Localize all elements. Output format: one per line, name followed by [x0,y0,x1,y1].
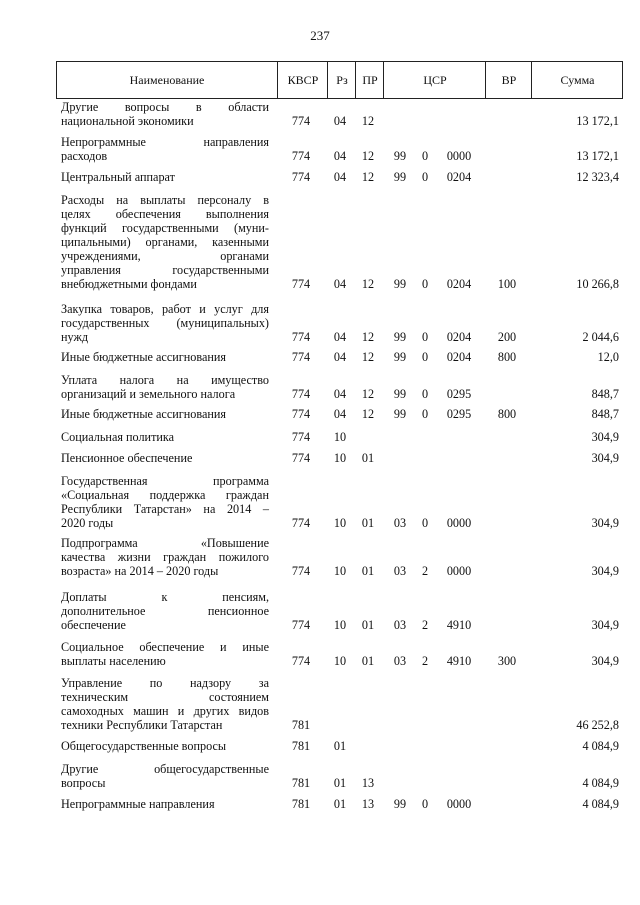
header-vr: ВР [485,62,532,98]
cell-csr2: 2 [421,654,429,668]
row-name-line: Общегосударственные вопросы [61,739,227,753]
cell-csr1: 99 [393,407,407,421]
cell-csr3: 0000 [446,516,472,530]
row-name [61,797,269,811]
header-name: Наименование [129,73,205,87]
cell-csr2: 0 [421,170,429,184]
cell-csr1: 99 [393,350,407,364]
row-name-line: ципальными) органами, казенными [61,235,269,249]
row-name-line: дополнительное пенсионное [61,604,269,618]
cell-rz: 10 [333,430,347,444]
table-row [56,350,623,364]
row-name-line: 2020 годы [61,516,114,530]
row-name-line: управления государственными [61,263,269,277]
cell-rz: 01 [333,739,347,753]
cell-csr3: 4910 [446,618,472,632]
cell-rz: 04 [333,114,347,128]
cell-rz: 04 [333,350,347,364]
cell-pr: 12 [361,277,375,291]
cell-csr1: 99 [393,277,407,291]
header-kvsr: КВСР [277,62,328,98]
cell-sum: 4 084,9 [582,797,619,811]
cell-rz: 04 [333,407,347,421]
cell-sum: 304,9 [591,618,619,632]
header-pr: ПР [355,62,384,98]
row-name [61,762,269,790]
cell-kvsr: 774 [291,277,311,291]
cell-kvsr: 781 [291,797,311,811]
cell-kvsr: 774 [291,451,311,465]
cell-kvsr: 774 [291,114,311,128]
cell-rz: 04 [333,330,347,344]
row-name [61,640,269,668]
cell-rz: 10 [333,451,347,465]
cell-kvsr: 774 [291,149,311,163]
table-row [56,590,623,632]
cell-kvsr: 774 [291,350,311,364]
cell-csr1: 03 [393,654,407,668]
row-name [61,536,269,578]
cell-csr2: 0 [421,350,429,364]
row-name [61,193,269,291]
cell-rz: 01 [333,797,347,811]
row-name [61,430,269,444]
cell-rz: 04 [333,387,347,401]
row-name-line: учреждениями, органами [61,249,269,263]
row-name-line: качества жизни граждан пожилого [61,550,269,564]
cell-sum: 46 252,8 [576,718,619,732]
row-name-line: Доплаты к пенсиям, [61,590,269,604]
cell-rz: 04 [333,170,347,184]
row-name-line: Управление по надзору за [61,676,269,690]
cell-csr3: 0000 [446,149,472,163]
table-row [56,676,623,732]
cell-pr: 01 [361,654,375,668]
cell-kvsr: 774 [291,564,311,578]
cell-pr: 12 [361,149,375,163]
cell-csr1: 99 [393,149,407,163]
row-name [61,100,269,128]
cell-vr: 800 [497,407,517,421]
cell-csr1: 03 [393,516,407,530]
cell-sum: 848,7 [591,407,619,421]
row-name-line: выплаты населению [61,654,166,668]
cell-csr3: 0295 [446,407,472,421]
row-name-line: национальной экономики [61,114,194,128]
cell-sum: 2 044,6 [582,330,619,344]
cell-kvsr: 774 [291,516,311,530]
row-name-line: Социальное обеспечение и иные [61,640,269,654]
row-name-line: Центральный аппарат [61,170,175,184]
cell-pr: 12 [361,330,375,344]
row-name-line: расходов [61,149,108,163]
table-row [56,193,623,291]
cell-rz: 10 [333,618,347,632]
cell-pr: 12 [361,170,375,184]
cell-vr: 100 [497,277,517,291]
cell-pr: 12 [361,407,375,421]
cell-sum: 848,7 [591,387,619,401]
table-row [56,474,623,530]
cell-csr2: 2 [421,564,429,578]
row-name [61,451,269,465]
cell-kvsr: 774 [291,430,311,444]
cell-csr3: 4910 [446,654,472,668]
row-name-line: Государственная программа [61,474,269,488]
cell-csr3: 0204 [446,170,472,184]
row-name-line: техники Республики Татарстан [61,718,223,732]
row-name-line: целях обеспечения выполнения [61,207,269,221]
cell-kvsr: 781 [291,718,311,732]
cell-pr: 12 [361,350,375,364]
cell-sum: 10 266,8 [576,277,619,291]
cell-vr: 800 [497,350,517,364]
cell-csr3: 0204 [446,330,472,344]
row-name-line: обеспечение [61,618,126,632]
cell-sum: 304,9 [591,654,619,668]
header-rz: Рз [327,62,356,98]
row-name [61,373,269,401]
header-sum: Сумма [531,62,623,98]
cell-kvsr: 781 [291,776,311,790]
cell-csr3: 0295 [446,387,472,401]
row-name-line: Другие вопросы в области [61,100,269,114]
row-name-line: возраста» на 2014 – 2020 годы [61,564,219,578]
cell-csr3: 0000 [446,797,472,811]
row-name-line: Социальная политика [61,430,175,444]
cell-sum: 304,9 [591,516,619,530]
cell-sum: 4 084,9 [582,739,619,753]
cell-rz: 10 [333,516,347,530]
row-name [61,407,269,421]
row-name [61,474,269,530]
row-name-line: Непрограммные направления [61,135,269,149]
cell-rz: 10 [333,654,347,668]
row-name-line: Расходы на выплаты персоналу в [61,193,269,207]
table-row [56,797,623,811]
row-name [61,135,269,163]
cell-kvsr: 774 [291,654,311,668]
row-name [61,739,269,753]
row-name [61,350,269,364]
row-name-line: Иные бюджетные ассигнования [61,407,227,421]
table-header [56,61,623,99]
cell-kvsr: 781 [291,739,311,753]
cell-csr2: 0 [421,149,429,163]
row-name [61,302,269,344]
cell-sum: 304,9 [591,451,619,465]
header-csr: ЦСР [383,62,486,98]
cell-csr3: 0204 [446,350,472,364]
table-row [56,373,623,401]
row-name-line: нужд [61,330,89,344]
table-row [56,100,623,128]
cell-csr1: 99 [393,387,407,401]
cell-sum: 13 172,1 [576,114,619,128]
table-row [56,170,623,184]
table-row [56,739,623,753]
cell-csr2: 2 [421,618,429,632]
cell-rz: 01 [333,776,347,790]
cell-kvsr: 774 [291,407,311,421]
cell-csr1: 99 [393,170,407,184]
row-name-line: Иные бюджетные ассигнования [61,350,227,364]
cell-csr1: 99 [393,797,407,811]
cell-vr: 300 [497,654,517,668]
table-row [56,302,623,344]
row-name-line: организаций и земельного налога [61,387,236,401]
table-row [56,536,623,578]
row-name-line: «Социальная поддержка граждан [61,488,269,502]
row-name-line: Другие общегосударственные [61,762,269,776]
cell-sum: 12,0 [597,350,619,364]
row-name-line: Подпрограмма «Повышение [61,536,269,550]
cell-pr: 01 [361,564,375,578]
cell-pr: 13 [361,797,375,811]
cell-sum: 13 172,1 [576,149,619,163]
cell-kvsr: 774 [291,170,311,184]
cell-pr: 01 [361,618,375,632]
row-name [61,170,269,184]
cell-csr2: 0 [421,277,429,291]
row-name [61,590,269,632]
cell-sum: 304,9 [591,430,619,444]
cell-vr: 200 [497,330,517,344]
cell-rz: 10 [333,564,347,578]
row-name-line: Закупка товаров, работ и услуг для [61,302,269,316]
row-name-line: техническим состоянием [61,690,269,704]
table-row [56,762,623,790]
table-row [56,430,623,444]
row-name-line: Республики Татарстан» на 2014 – [61,502,269,516]
row-name [61,676,269,732]
cell-pr: 01 [361,451,375,465]
table-row [56,407,623,421]
cell-kvsr: 774 [291,618,311,632]
cell-sum: 304,9 [591,564,619,578]
cell-sum: 4 084,9 [582,776,619,790]
cell-csr2: 0 [421,797,429,811]
cell-csr2: 0 [421,407,429,421]
row-name-line: внебюджетными фондами [61,277,197,291]
cell-sum: 12 323,4 [576,170,619,184]
cell-csr1: 03 [393,564,407,578]
cell-pr: 13 [361,776,375,790]
cell-kvsr: 774 [291,387,311,401]
cell-pr: 12 [361,387,375,401]
table-row [56,451,623,465]
cell-kvsr: 774 [291,330,311,344]
row-name-line: самоходных машин и других видов [61,704,269,718]
cell-pr: 01 [361,516,375,530]
row-name-line: Пенсионное обеспечение [61,451,193,465]
row-name-line: Уплата налога на имущество [61,373,269,387]
row-name-line: функций государственными (муни- [61,221,269,235]
cell-csr2: 0 [421,516,429,530]
row-name-line: Непрограммные направления [61,797,215,811]
cell-csr1: 99 [393,330,407,344]
cell-rz: 04 [333,149,347,163]
cell-csr3: 0000 [446,564,472,578]
table-row [56,640,623,668]
cell-csr1: 03 [393,618,407,632]
cell-pr: 12 [361,114,375,128]
cell-csr2: 0 [421,330,429,344]
page-number: 237 [310,28,330,43]
cell-rz: 04 [333,277,347,291]
cell-csr3: 0204 [446,277,472,291]
row-name-line: вопросы [61,776,106,790]
table-row [56,135,623,163]
cell-csr2: 0 [421,387,429,401]
row-name-line: государственных (муниципальных) [61,316,269,330]
